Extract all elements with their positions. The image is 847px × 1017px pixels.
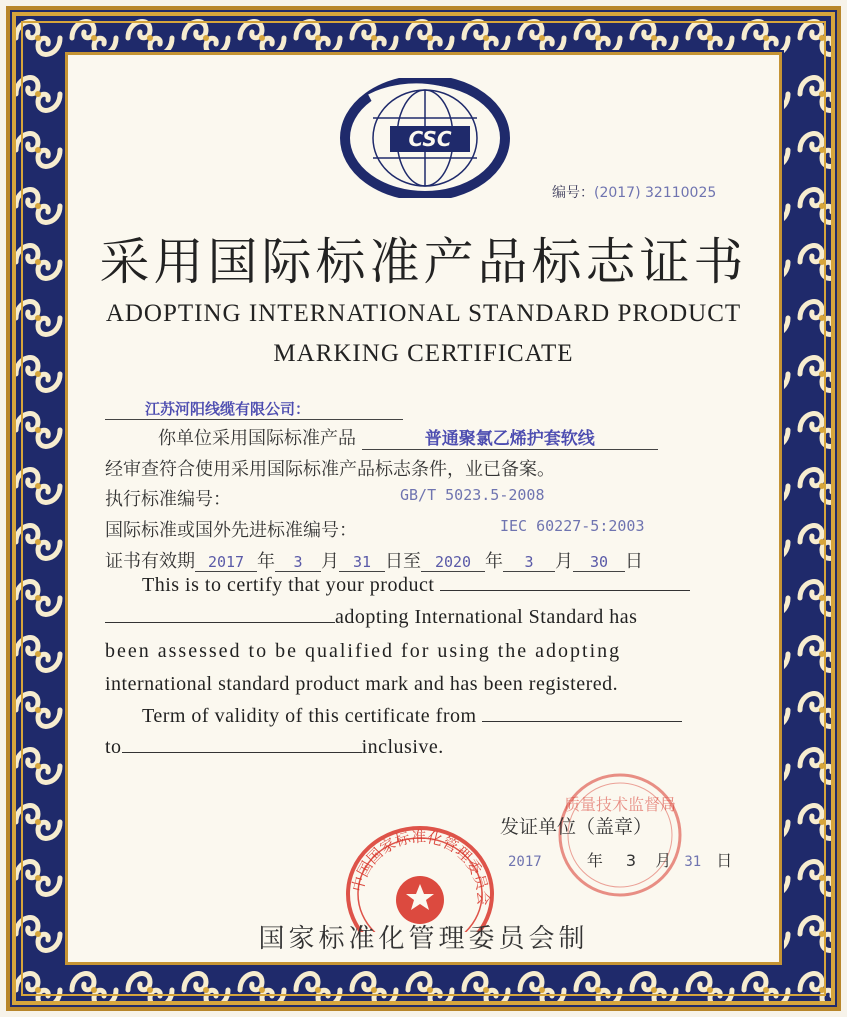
issuer-year: 2017	[508, 854, 542, 870]
product-line	[158, 424, 658, 450]
issuer-year-char: 年	[586, 851, 603, 870]
validity-to-day: 30	[573, 553, 625, 572]
blank	[122, 752, 362, 753]
issuer-month-char: 月	[655, 851, 672, 870]
issuer-date	[508, 848, 732, 871]
validity-line	[105, 547, 643, 573]
footer-issuer: 国家标准化管理委员会制	[258, 924, 589, 954]
svg-text:质量技术监督局: 质量技术监督局	[563, 795, 677, 814]
en-line2-text: adopting International Standard has	[335, 606, 638, 628]
en-line1-text: This is to certify that your product	[142, 574, 435, 596]
intl-standard-label: 国际标准或国外先进标准编号：	[105, 520, 357, 541]
validity-from-month: 3	[275, 553, 321, 572]
svg-text:中国国家标准化管理委员会: 中国国家标准化管理委员会	[348, 827, 493, 906]
blank	[440, 590, 690, 591]
en-line1	[142, 574, 690, 597]
blank	[105, 622, 335, 623]
issuer-day-char: 日	[716, 851, 733, 870]
validity-label: 证书有效期	[105, 551, 195, 572]
validity-from-day: 31	[339, 553, 385, 572]
csc-logo	[340, 78, 510, 198]
certificate-number	[552, 182, 716, 202]
title-chinese: 采用国际标准产品标志证书	[99, 233, 748, 291]
issuer-month: 3	[625, 851, 637, 870]
en-line2	[105, 606, 637, 629]
product-name: 普通聚氯乙烯护套软线	[362, 424, 658, 450]
title-english-line1: ADOPTING INTERNATIONAL STANDARD PRODUCT	[105, 300, 742, 327]
en-line6	[105, 736, 444, 759]
en-to: to	[105, 736, 122, 758]
en-line4: international standard product mark and has been registered.	[105, 673, 619, 695]
intl-standard-value: IEC 60227-5:2003	[500, 517, 645, 535]
certificate-number-label: 编号：	[552, 185, 594, 201]
en-line5-text: Term of validity of this certificate from	[142, 705, 477, 727]
validity-to-month: 3	[503, 553, 555, 572]
en-line5	[142, 705, 682, 728]
en-line3: been assessed to be qualified for using the adopting	[105, 640, 622, 662]
issuer-day: 31	[684, 854, 702, 870]
en-inclusive: inclusive.	[361, 736, 444, 758]
month-char: 月	[555, 551, 573, 572]
certificate-number-value: (2017) 32110025	[594, 185, 717, 201]
year-char: 年	[257, 551, 275, 572]
product-prefix: 你单位采用国际标准产品	[158, 428, 356, 449]
blank	[482, 721, 682, 722]
company-line	[105, 398, 403, 420]
red-seal-left	[340, 822, 500, 932]
exec-standard-label: 执行标准编号：	[105, 489, 231, 510]
to-char: 日至	[385, 551, 421, 572]
validity-to-year: 2020	[421, 553, 485, 572]
year-char: 年	[485, 551, 503, 572]
month-char: 月	[321, 551, 339, 572]
svg-text:CSC: CSC	[408, 127, 452, 151]
issuer-label: 发证单位（盖章）	[500, 816, 653, 838]
title-english-line2: MARKING CERTIFICATE	[273, 340, 574, 367]
approval-text: 经审查符合使用采用国际标准产品标志条件，业已备案。	[105, 459, 555, 480]
company-name: 江苏河阳线缆有限公司：	[105, 398, 403, 420]
exec-standard-value: GB/T 5023.5-2008	[400, 486, 545, 504]
day-char: 日	[625, 551, 643, 572]
validity-from-year: 2017	[195, 553, 257, 572]
